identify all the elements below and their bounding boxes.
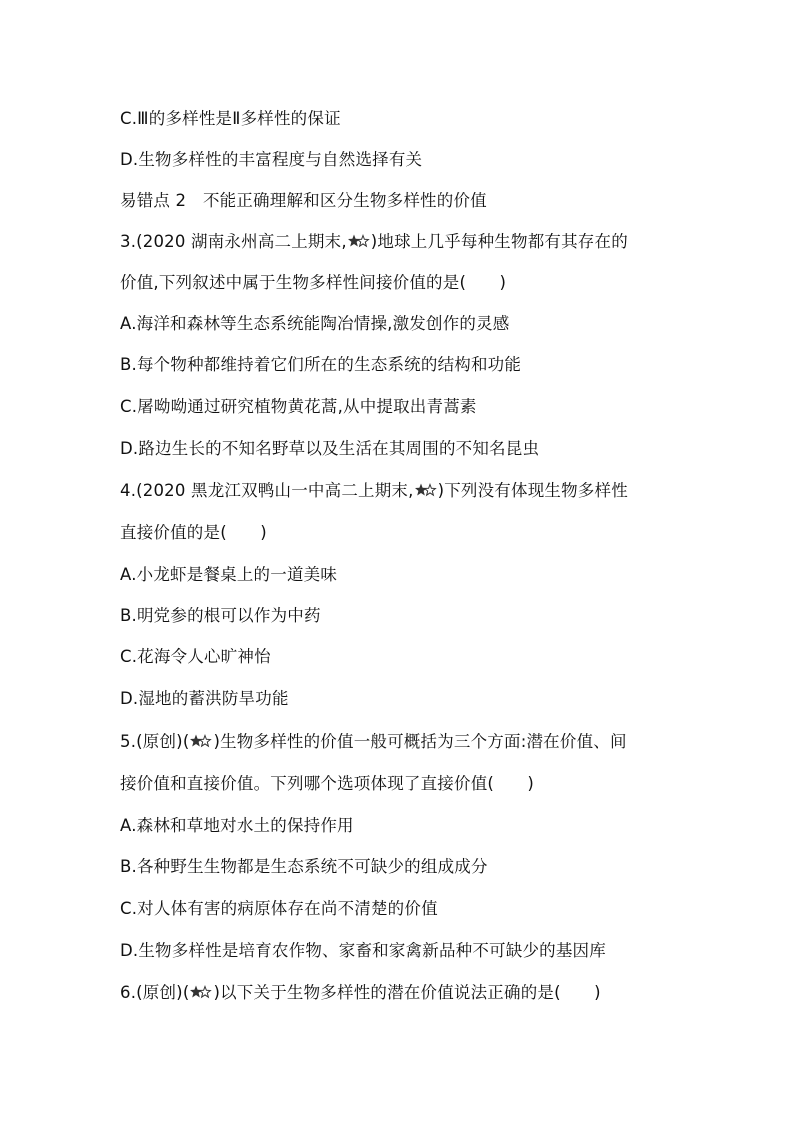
- question-5-stem-line-1: [120, 731, 627, 753]
- question-4-stem-line-2: 直接价值的是( ): [120, 523, 267, 542]
- option-c-q2: C.Ⅲ的多样性是Ⅱ多样性的保证: [120, 109, 341, 128]
- question-3-stem-line-2: 价值,下列叙述中属于生物多样性间接价值的是( ): [120, 273, 507, 292]
- option-d-q3: D.路边生长的不知名野草以及生活在其周围的不知名昆虫: [120, 439, 540, 458]
- option-c-q5: C.对人体有害的病原体存在尚不清楚的价值: [120, 899, 438, 918]
- question-5-stem-line-2: 接价值和直接价值。下列哪个选项体现了直接价值( ): [120, 774, 535, 793]
- option-d-q5: D.生物多样性是培育农作物、家畜和家禽新品种不可缺少的基因库: [120, 941, 606, 960]
- question-6-stem: [120, 982, 601, 1004]
- option-d-q4: D.湿地的蓄洪防旱功能: [120, 689, 289, 708]
- option-d-q2: D.生物多样性的丰富程度与自然选择有关: [120, 150, 423, 169]
- question-3-source: 3.(2020 湖南永州高二上期末,: [120, 232, 347, 251]
- question-5-stem-text: )生物多样性的价值一般可概括为三个方面:潜在价值、间: [213, 732, 627, 751]
- difficulty-star-icon: [348, 234, 370, 248]
- option-c-q4: C.花海令人心旷神怡: [120, 647, 271, 666]
- option-b-q4: B.明党参的根可以作为中药: [120, 606, 321, 625]
- option-a-q4: A.小龙虾是餐桌上的一道美味: [120, 565, 338, 584]
- option-a-q5: A.森林和草地对水土的保持作用: [120, 816, 354, 835]
- option-b-q3: B.每个物种都维持着它们所在的生态系统的结构和功能: [120, 355, 522, 374]
- question-6-stem-text: )以下关于生物多样性的潜在价值说法正确的是( ): [213, 983, 601, 1002]
- question-5-source: 5.(原创)(: [120, 732, 190, 751]
- question-4-source: 4.(2020 黑龙江双鸭山一中高二上期末,: [120, 481, 414, 500]
- question-3-stem-text: )地球上几乎每种生物都有其存在的: [370, 232, 628, 251]
- question-4-stem-line-1: [120, 480, 628, 502]
- option-b-q5: B.各种野生生物都是生态系统不可缺少的组成成分: [120, 857, 488, 876]
- question-3-stem-line-1: [120, 231, 628, 253]
- question-6-source: 6.(原创)(: [120, 983, 190, 1002]
- section-heading-error-point-2: 易错点 2 不能正确理解和区分生物多样性的价值: [120, 191, 487, 210]
- difficulty-star-icon: [190, 985, 212, 999]
- difficulty-star-icon: [190, 734, 212, 748]
- difficulty-star-icon: [415, 483, 437, 497]
- question-4-stem-text: )下列没有体现生物多样性: [437, 481, 628, 500]
- option-a-q3: A.海洋和森林等生态系统能陶冶情操,激发创作的灵感: [120, 314, 510, 333]
- option-c-q3: C.屠呦呦通过研究植物黄花蒿,从中提取出青蒿素: [120, 397, 477, 416]
